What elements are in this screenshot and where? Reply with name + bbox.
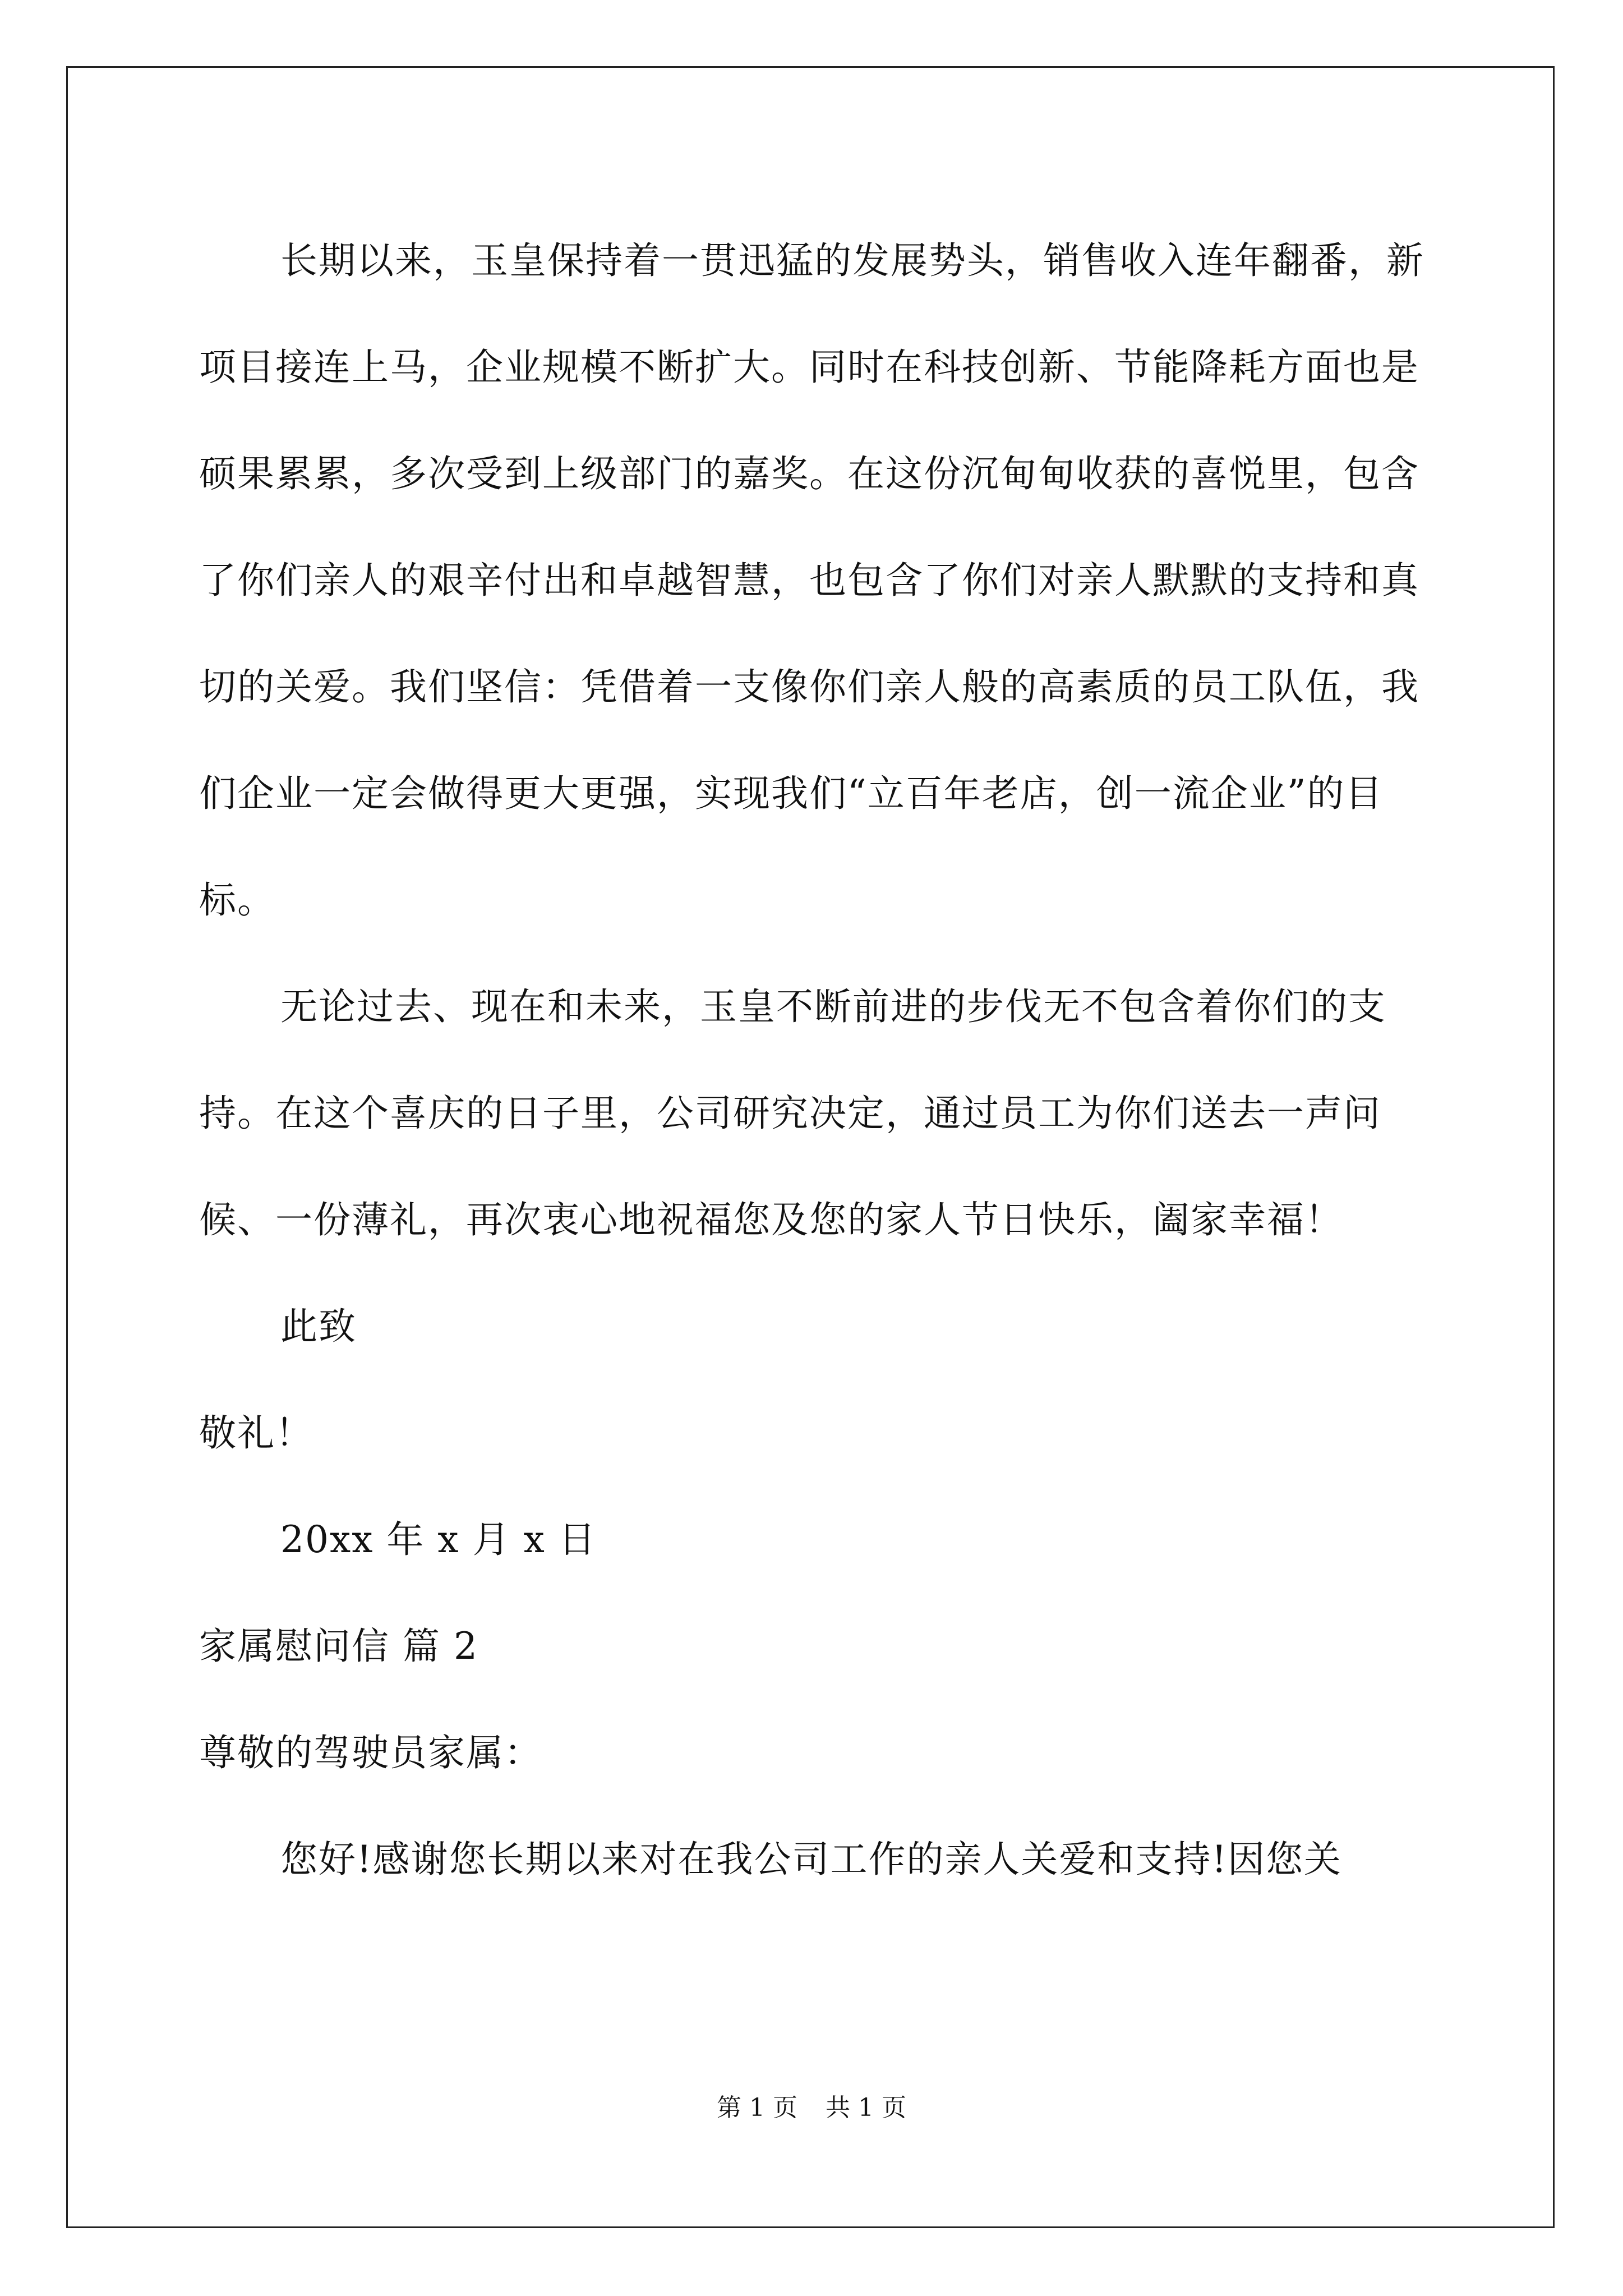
letter-greeting: 尊敬的驾驶员家属： xyxy=(199,1731,542,1774)
document-body xyxy=(199,208,1433,1913)
closing-regards: 敬礼！ xyxy=(199,1411,313,1455)
paragraph-development: 长期以来，玉皇保持着一贯迅猛的发展势头，销售收入连年翻番，新项目接连上马，企业规模不断扩大。同时在科技创新、节能降耗方面也是硕果累累，多次受到上级部门的嘉奖。在这份沉甸甸收获的喜悦里，包含了你们亲人的艰辛付出和卓越智慧，也包含了你们对亲人默默的支持和真切的关爱。我们坚信：凭借着一支像你们亲人般的高素质的员工队伍，我们企业一定会做得更大更强，实现我们“立百年老店，创一流企业”的目标。 xyxy=(199,239,1424,922)
page-total: 共 1 页 xyxy=(826,2093,906,2122)
letter-date: 20xx 年 x 月 x 日 xyxy=(280,1518,597,1561)
page-footer xyxy=(0,2091,1623,2125)
paragraph-opening: 您好!感谢您长期以来对在我公司工作的亲人关爱和支持!因您关 xyxy=(280,1838,1343,1881)
closing-salutation: 此致 xyxy=(280,1305,357,1348)
section-heading: 家属慰问信 篇 2 xyxy=(199,1625,478,1668)
page-number: 第 1 页 xyxy=(717,2093,797,2122)
paragraph-blessing: 无论过去、现在和未来，玉皇不断前进的步伐无不包含着你们的支持。在这个喜庆的日子里，公司研究决定，通过员工为你们送去一声问候、一份薄礼，再次衷心地祝福您及您的家人节日快乐，阖家幸福！ xyxy=(199,985,1386,1241)
